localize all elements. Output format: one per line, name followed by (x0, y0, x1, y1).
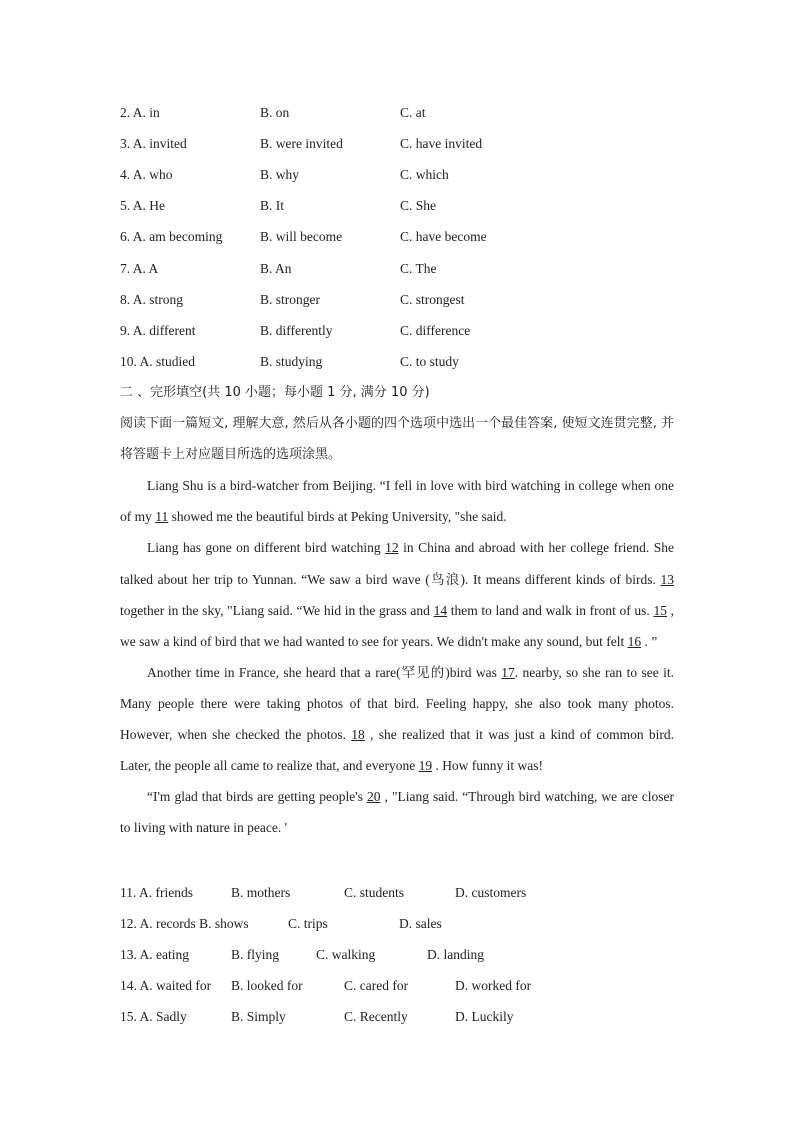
option-d: D. landing (427, 947, 484, 962)
section-instruction: 阅读下面一篇短文, 理解大意, 然后从各小题的四个选项中选出一个最佳答案, 使短文连贯完整, 并将答题卡上对应题目所选的选项涂黑。 (120, 416, 674, 463)
option-a: 10. A. studied (120, 354, 196, 369)
option-c: C. Recently (344, 1009, 408, 1024)
blank-13: 13 (660, 571, 674, 587)
blank-14: 14 (433, 602, 448, 618)
option-d: D. sales (399, 916, 442, 931)
passage-paragraph-3 (120, 657, 674, 781)
option-b: B. Simply (231, 1009, 286, 1024)
passage-text: them to land and walk in front of us. (447, 602, 654, 618)
option-a: 3. A. invited (120, 136, 187, 151)
blank-19: 19 (418, 758, 433, 774)
option-c: C. walking (316, 947, 376, 962)
passage-paragraph-2 (120, 532, 674, 656)
cloze-section (120, 377, 674, 843)
blank-16: 16 (627, 633, 642, 649)
option-a: 7. A. A (120, 261, 159, 276)
passage-paragraph-1 (120, 470, 674, 532)
option-c: C. have become (400, 229, 487, 244)
option-a: 13. A. eating (120, 947, 189, 962)
passage-text: , we saw a kind of bird that we had wanted to see for years. We didn't make any sound, but felt (120, 602, 674, 649)
option-c: C. The (400, 261, 437, 276)
passage-text: Liang Shu is a bird-watcher from Beijing. “I fell in love with bird watching in college when one of my (120, 478, 674, 525)
option-b: B. flying (231, 947, 280, 962)
option-d: D. worked for (455, 978, 532, 993)
option-b: B. on (260, 105, 290, 120)
option-b: B. looked for (231, 978, 303, 993)
passage-text: , "Liang said. “Through bird watching, we are closer to living with nature in peace. ' (120, 789, 674, 836)
option-c: C. cared for (344, 978, 409, 993)
option-b: B. studying (260, 354, 323, 369)
option-b: B. stronger (260, 292, 320, 307)
blank-12: 12 (385, 540, 399, 556)
option-a: 4. A. who (120, 167, 173, 182)
option-a: 8. A. strong (120, 292, 184, 307)
passage-paragraph-4 (120, 781, 674, 843)
option-a: 12. A. records B. shows (120, 916, 249, 931)
passage-text: Another time in France, she heard that a rare(罕见的)bird was (147, 664, 502, 680)
option-a: 9. A. different (120, 323, 196, 338)
passage-text: together in the sky, "Liang said. “We hid in the grass and (120, 602, 434, 618)
option-b: B. why (260, 167, 300, 182)
option-c: C. strongest (400, 292, 465, 307)
option-c: C. She (400, 198, 437, 213)
option-b: B. will become (260, 229, 343, 244)
blank-20: 20 (366, 789, 381, 805)
option-c: C. at (400, 105, 426, 120)
option-c: C. difference (400, 323, 471, 338)
option-b: B. were invited (260, 136, 343, 151)
section-heading: 二 、完形填空(共 10 小题；每小题 1 分, 满分 10 分) (120, 385, 430, 400)
option-c: C. which (400, 167, 449, 182)
passage-text: , she realized that it was just a kind of common bird. Later, the people all came to realize that, and everyone (120, 727, 674, 774)
blank-18: 18 (351, 727, 365, 743)
option-a: 14. A. waited for (120, 978, 212, 993)
option-b: B. An (260, 261, 292, 276)
passage-text: Liang has gone on different bird watching (147, 540, 386, 556)
option-c: C. students (344, 885, 405, 900)
option-b: B. differently (260, 323, 333, 338)
option-c: C. trips (288, 916, 328, 931)
passage-text: “I'm glad that birds are getting people's (147, 789, 367, 805)
blank-17: 17 (501, 664, 515, 680)
passage-text: . ” (641, 633, 658, 649)
option-b: B. It (260, 198, 285, 213)
option-d: D. Luckily (455, 1009, 514, 1024)
option-a: 2. A. in (120, 105, 160, 120)
option-c: C. to study (400, 354, 459, 369)
option-a: 15. A. Sadly (120, 1009, 187, 1024)
option-b: B. mothers (231, 885, 291, 900)
blank-15: 15 (653, 602, 667, 618)
option-c: C. have invited (400, 136, 483, 151)
passage-text: . How funny it was! (432, 758, 544, 774)
passage-text: . nearby, so she ran to see it. Many people there were taking photos of that bird. Feeling happy, she also took many photos. However, when she checked the photos. (120, 664, 674, 743)
option-a: 5. A. He (120, 198, 165, 213)
option-a: 6. A. am becoming (120, 229, 223, 244)
passage-text: in China and abroad with her college friend. She talked about her trip to Yunnan. “We saw a bird wave (鸟浪). It means different kinds of birds. (120, 540, 675, 587)
option-d: D. customers (455, 885, 527, 900)
blank-11: 11 (155, 509, 169, 525)
option-a: 11. A. friends (120, 885, 193, 900)
passage-text: showed me the beautiful birds at Peking University, "she said. (168, 509, 507, 525)
